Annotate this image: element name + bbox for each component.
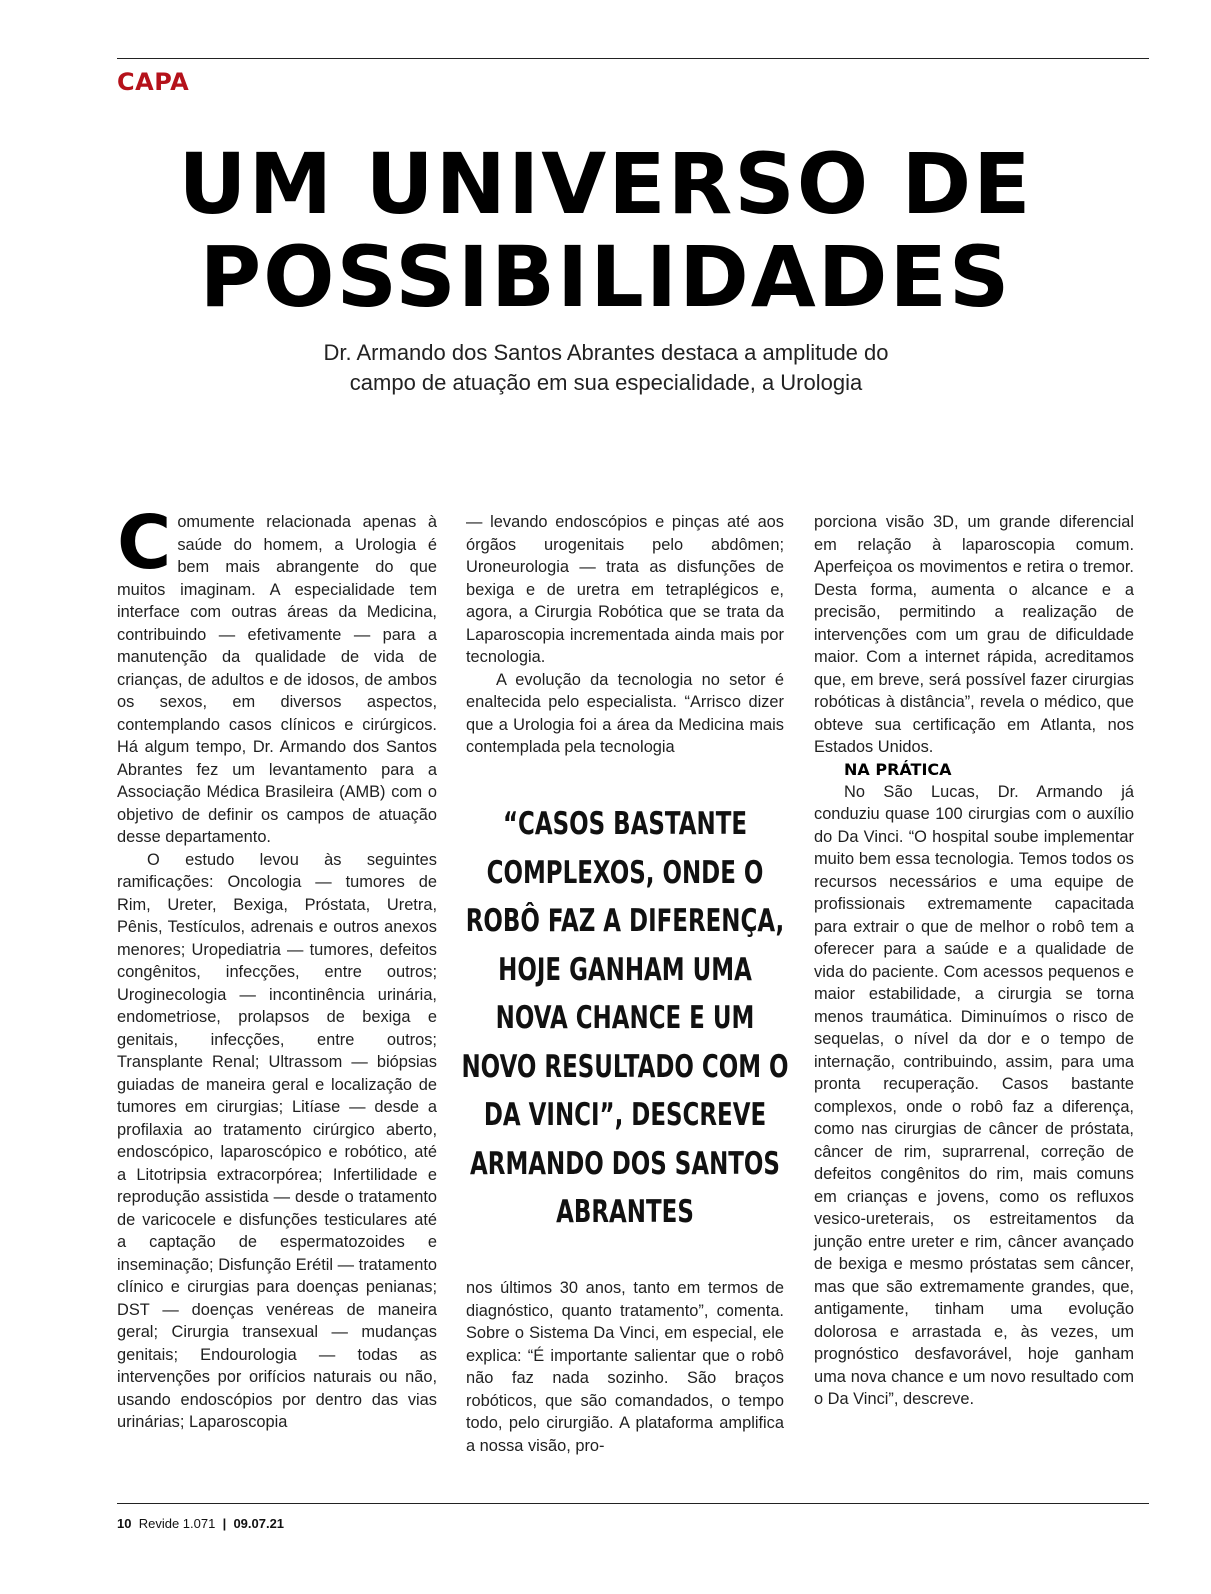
deck-line-1: Dr. Armando dos Santos Abrantes destaca a amplitude do [323,340,889,365]
top-rule [117,58,1149,59]
section-label: CAPA [117,68,190,96]
page-footer [117,1516,284,1531]
body-paragraph-2: O estudo levou às seguintes ramificações: Oncologia — tumores de Rim, Ureter, Bexiga, Próstata, Uretra, Pênis, Testículos, adrenais e outros anexos menores; Uropediatria — tumores, defeitos congênitos, infecções, entre outros; Uroginecologia — incontinência urinária, endometriose, prolapsos de bexiga e genitais, infecções, entre outros; Transplante Renal; Ultrassom — biópsias guiadas de maneira geral e localização de tumores em cirurgias; Litíase — desde a profilaxia ao tratamento cirúrgico aberto, endoscópico, laparoscópico e robótico, até a Litotripsia extracorpórea; Infertilidade e reprodução assistida — desde o tratamento de varicocele e disfunções testiculares até a captação de espermatozoides e inseminação; Disfunção Erétil — tratamento clínico e cirurgias para doenças penianas; DST — doenças venéreas de maneira geral; Cirurgia transexual — mudanças genitais; Endourologia — todas as intervenções por orifícios naturais ou não, usando endoscópios por dentro das vias urinárias; Laparoscopia [117,850,437,1431]
deck-line-2: campo de atuação em sua especialidade, a Urologia [349,370,863,395]
body-paragraph-1 [117,500,437,849]
footer-separator: | [222,1516,227,1531]
body-paragraph-6: porciona visão 3D, um grande diferencial em relação à laparoscopia comum. Aperfeiçoa os movimentos e retira o tremor. Desta forma, aumenta o alcance e a precisão, permitindo a realização de intervenções com um grau de dificuldade maior. Com a internet rápida, acreditamos que, em breve, será possível fazer cirurgias robóticas à distância”, revela o médico, que obteve sua certificação em Atlanta, nos Estados Unidos. [814,513,1134,756]
page-number: 10 [117,1516,132,1531]
article-column-3 [814,511,1134,1411]
headline-line-1: UM UNIVERSO DE [178,135,1033,233]
body-paragraph-3: — levando endoscópios e pinças até aos órgãos urogenitais pelo abdômen; Uroneurologia — trata as disfunções de bexiga e de uretra em tetraplégicos e, agora, a Cirurgia Robótica que se trata da Laparoscopia incrementada ainda mais por tecnologia. [466,513,784,666]
bottom-rule [117,1503,1149,1504]
article-column-2 [466,511,784,759]
pull-quote: “CASOS BASTANTE COMPLEXOS, ONDE O ROBÔ FAZ A DIFERENÇA, HOJE GANHAM UMA NOVA CHANCE E UM NOVO RESULTADO COM O DA VINCI”, DESCREVE ARMANDO DOS SANTOS ABRANTES [461,806,789,1230]
body-paragraph-5: nos últimos 30 anos, tanto em termos de diagnóstico, quanto tratamento”, comenta. Sobre o Sistema Da Vinci, em especial, ele explica: “É importante salientar que o robô não faz nada sozinho. São braços robóticos, que são comandados, o tempo todo, pelo cirurgião. A plataforma amplifica a nossa visão, pro- [466,1279,784,1455]
issue-date: 09.07.21 [233,1516,285,1531]
body-paragraph-1-text: omumente relacionada apenas à saúde do homem, a Urologia é bem mais abrangente do que muitos imaginam. A especialidade tem interface com outras áreas da Medicina, contribuindo — efetivamente — para a manutenção da qualidade de vida de crianças, de adultos e de idosos, de ambos os sexos, em diversos aspectos, contemplando casos clínicos e cirúrgicos. Há algum tempo, Dr. Armando dos Santos Abrantes fez um levantamento para a Associação Médica Brasileira (AMB) com o objetivo de definir os campos de atuação desse departamento. [117,513,437,846]
body-paragraph-4: A evolução da tecnologia no setor é enaltecida pelo especialista. “Arrisco dizer que a Urologia foi a área da Medicina mais contemplada pela tecnologia [466,670,784,756]
publication-name: Revide 1.071 [138,1516,216,1531]
pull-quote-container [458,800,792,1250]
subhead-na-pratica: NA PRÁTICA [844,759,952,779]
drop-cap: C [117,500,172,586]
headline-line-2: POSSIBILIDADES [199,228,1012,326]
article-column-1 [117,500,437,1434]
deck-subtitle [250,338,962,398]
body-paragraph-7: No São Lucas, Dr. Armando já conduziu quase 100 cirurgias com o auxílio do Da Vinci. “O hospital soube implementar muito bem essa tecnologia. Temos todos os recursos necessários e uma equipe de profissionais extremamente capacitada para extrair o que de melhor o robô tem a oferecer para a saúde e a qualidade de vida do paciente. Com acessos pequenos e maior estabilidade, a cirurgia se torna menos traumática. Diminuímos o risco de sequelas, o nível da dor e o tempo de internação, contribuindo, assim, para uma pronta recuperação. Casos bastante complexos, onde o robô faz a diferença, como nas cirurgias de câncer de próstata, câncer de rim, suprarrenal, correção de defeitos congênitos do rim, mais comuns em crianças e jovens, como os refluxos vesico-ureterais, os estreitamentos da junção entre ureter e rim, câncer avançado de bexiga e mesmo próstatas sem câncer, mas que são extremamente grandes, que, antigamente, tinham uma evolução dolorosa e arrastada e, às vezes, um prognóstico desfavorável, hoje ganham uma nova chance e um novo resultado com o Da Vinci”, descreve. [814,782,1134,1408]
article-column-2-continued [466,1277,784,1457]
headline [0,135,1211,326]
